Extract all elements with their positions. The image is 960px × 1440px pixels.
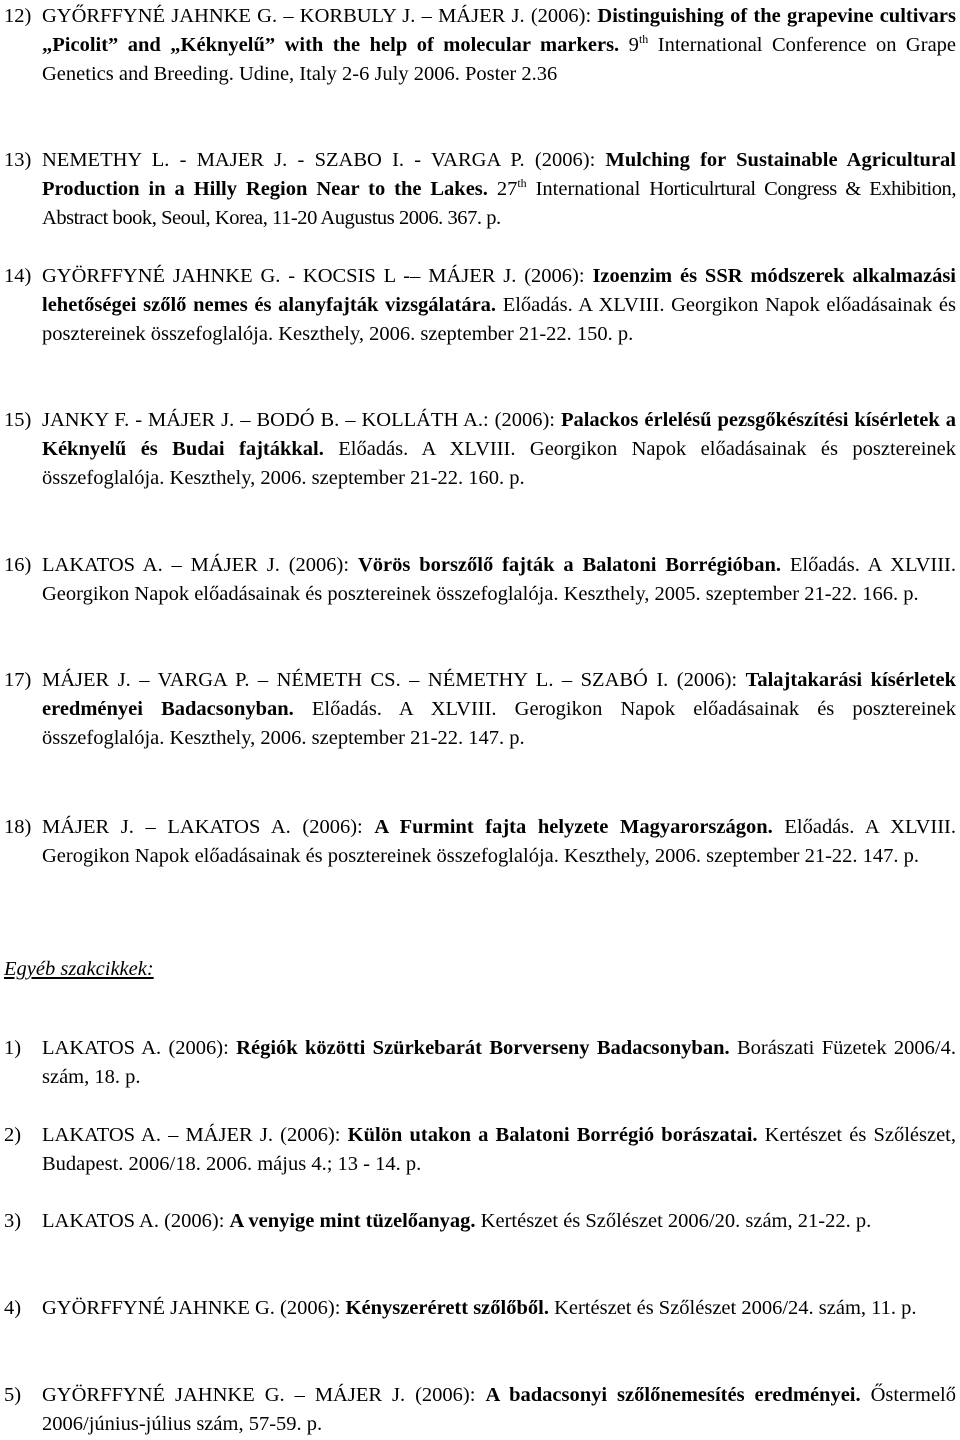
reference-entry [4, 1381, 956, 1439]
entry-title: Palackos érlelésű pezsgőkészítési kísérletek a Kéknyelű és Budai fajtákkal. [42, 409, 957, 460]
entry-text [42, 406, 956, 493]
entry-text [42, 1034, 956, 1092]
entry-segment: Előadás. A XLVIII. Gerogikon Napok előadásainak és posztereinek összefoglalója. Keszthely, 2006. szeptember 21-22. 147. p. [42, 816, 956, 867]
entry-text [42, 2, 956, 89]
entry-segment: International Conference on Grape Genetics and Breeding. Udine, Italy 2-6 July 2006. Poster 2.36 [42, 34, 957, 85]
entry-segment: Előadás. A XLVIII. Georgikon Napok előadásainak és posztereinek összefoglalója. Keszthely, 2006. szeptember 21-22. 160. p. [42, 438, 956, 489]
entry-number: 2) [4, 1124, 22, 1146]
entry-text [42, 262, 956, 349]
entry-number: 13) [4, 149, 32, 171]
entry-segment: Kertészet és Szőlészet 2006/20. szám, 21-22. p. [475, 1210, 872, 1232]
entry-title: Külön utakon a Balatoni Borrégió borászatai. [347, 1124, 758, 1146]
reference-entry [4, 406, 956, 493]
entry-segment: LAKATOS A. (2006): [42, 1210, 230, 1232]
entry-title: Kényszerérett szőlőből. [345, 1297, 549, 1319]
entry-segment: Őstermelő 2006/június-július szám, 57-59. p. [42, 1384, 956, 1435]
reference-entry [4, 666, 956, 753]
entry-segment: LAKATOS A. – MÁJER J. (2006): [42, 554, 358, 576]
entry-title: Izoenzim és SSR módszerek alkalmazási lehetőségei szőlő nemes és alanyfajták vizsgálatára. [42, 265, 957, 316]
entry-segment: LAKATOS A. (2006): [42, 1037, 237, 1059]
entry-segment: International [526, 178, 650, 200]
entry-segment: 9 [619, 34, 639, 56]
entry-segment: GYŐRFFYNÉ JAHNKE G. – KORBULY J. – MÁJER J. (2006): [42, 5, 598, 27]
entry-segment: GYÖRFFYNÉ JAHNKE G. - KOCSIS L -– MÁJER J. (2006): [42, 265, 593, 287]
entry-title: Distinguishing of the grapevine cultivars „Picolit” and „Kéknyelű” with the help of molecular markers. [42, 5, 957, 56]
entry-segment: GYÖRFFYNÉ JAHNKE G. (2006): [42, 1297, 346, 1319]
entry-text [42, 813, 956, 871]
entry-title: Vörös borszőlő fajták a Balatoni Borrégióban. [357, 554, 781, 576]
entry-text [42, 146, 956, 233]
ordinal-suffix: th [638, 32, 649, 46]
entry-segment: Előadás. A XLVIII. Georgikon Napok előadásainak és posztereinek összefoglalója. Keszthely, 2006. szeptember 21-22. 150. p. [42, 294, 956, 345]
entry-segment: Kertészet és Szőlészet 2006/24. szám, 11. p. [548, 1297, 917, 1319]
entry-title: A badacsonyi szőlőnemesítés eredményei. [485, 1384, 861, 1406]
reference-entry [4, 1121, 956, 1179]
entry-title: A venyige mint tüzelőanyag. [229, 1210, 476, 1232]
entry-title: Régiók közötti Szürkebarát Borverseny Badacsonyban. [236, 1037, 730, 1059]
entry-text [42, 1121, 956, 1179]
entry-text [42, 1381, 956, 1439]
reference-entry [4, 1034, 956, 1092]
entry-number: 18) [4, 816, 32, 838]
reference-entry [4, 2, 956, 89]
entry-text [42, 1294, 956, 1323]
entry-segment: 27 [487, 178, 518, 200]
entry-segment: MÁJER J. – VARGA P. – NÉMETH CS. – NÉMETHY L. – SZABÓ I. (2006): [42, 669, 746, 691]
entry-segment: LAKATOS A. – MÁJER J. (2006): [42, 1124, 348, 1146]
ordinal-suffix: th [517, 176, 527, 190]
entry-number: 12) [4, 5, 32, 27]
entry-number: 4) [4, 1297, 22, 1319]
reference-entry [4, 262, 956, 349]
entry-text [42, 1207, 956, 1236]
entry-number: 16) [4, 554, 32, 576]
entry-segment: NEMETHY L. - MAJER J. - SZABO I. - VARGA P. (2006): [42, 149, 606, 171]
entry-segment: GYÖRFFYNÉ JAHNKE G. – MÁJER J. (2006): [42, 1384, 486, 1406]
entry-text [42, 666, 956, 753]
entry-segment: MÁJER J. – LAKATOS A. (2006): [42, 816, 375, 838]
reference-entry [4, 813, 956, 871]
entry-segment: Előadás. A XLVIII. Gerogikon Napok előadásainak és posztereinek összefoglalója. Keszthely, 2006. szeptember 21-22. 147. p. [42, 698, 956, 749]
entry-number: 17) [4, 669, 32, 691]
entry-number: 14) [4, 265, 32, 287]
entry-segment: JANKY F. - MÁJER J. – BODÓ B. – KOLLÁTH A.: (2006): [42, 409, 561, 431]
entry-number: 3) [4, 1210, 22, 1232]
entry-segment: Borászati Füzetek 2006/4. szám, 18. p. [42, 1037, 956, 1088]
reference-entry [4, 1294, 956, 1323]
entry-segment: Kertészet és Szőlészet, Budapest. 2006/18. 2006. május 4.; 13 - 14. p. [42, 1124, 956, 1175]
entry-title: A Furmint fajta helyzete Magyarországon. [374, 816, 773, 838]
entry-title: Mulching for Sustainable Agricultural Production in a Hilly Region Near to the Lakes. [42, 149, 956, 200]
entry-segment: Előadás. A XLVIII. Georgikon Napok előadásainak és posztereinek összefoglalója. Keszthely, 2005. szeptember 21-22. 166. p. [42, 554, 957, 605]
entry-number: 1) [4, 1037, 22, 1059]
entry-number: 15) [4, 409, 32, 431]
section-heading: Egyéb szakcikkek: [4, 958, 154, 980]
reference-entry [4, 146, 956, 233]
entry-segment: Horticulrtural Congress & Exhibition, Abstract book, Seoul, Korea, 11-20 Augustus 2006. 367. p. [42, 178, 956, 229]
entry-text [42, 551, 956, 609]
reference-entry [4, 551, 956, 609]
entry-number: 5) [4, 1384, 22, 1406]
entry-title: Talajtakarási kísérletek eredményei Badacsonyban. [42, 669, 956, 720]
reference-entry [4, 1207, 956, 1236]
